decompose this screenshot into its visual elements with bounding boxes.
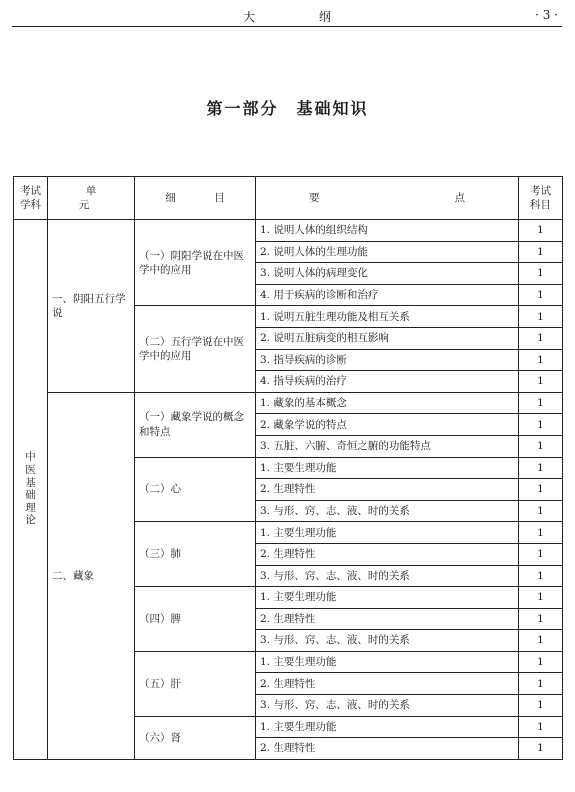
exam-code-cell: 1 — [519, 738, 563, 760]
exam-code-cell: 1 — [519, 565, 563, 587]
key-point-cell: 3. 与形、窍、志、液、时的关系 — [256, 565, 519, 587]
unit-cell: 二、藏象 — [48, 392, 135, 759]
header-title: 大 纲 — [242, 10, 357, 24]
detail-cell: （五）肝 — [135, 651, 256, 716]
key-point-cell: 1. 主要生理功能 — [256, 522, 519, 544]
col-header-detail: 细 目 — [135, 177, 256, 220]
exam-code-cell: 1 — [519, 543, 563, 565]
exam-code-cell: 1 — [519, 587, 563, 609]
detail-cell: （二）心 — [135, 457, 256, 522]
key-point-cell: 2. 生理特性 — [256, 673, 519, 695]
key-point-cell: 3. 说明人体的病理变化 — [256, 263, 519, 285]
exam-code-cell: 1 — [519, 695, 563, 717]
exam-code-cell: 1 — [519, 608, 563, 630]
detail-cell: （一）藏象学说的概念和特点 — [135, 392, 256, 457]
exam-code-cell: 1 — [519, 306, 563, 328]
key-point-cell: 2. 藏象学说的特点 — [256, 414, 519, 436]
exam-code-cell: 1 — [519, 392, 563, 414]
key-point-cell: 1. 说明五脏生理功能及相互关系 — [256, 306, 519, 328]
key-point-cell: 3. 与形、窍、志、液、时的关系 — [256, 630, 519, 652]
key-point-cell: 2. 生理特性 — [256, 608, 519, 630]
exam-code-cell: 1 — [519, 263, 563, 285]
key-point-cell: 1. 主要生理功能 — [256, 651, 519, 673]
detail-cell: （二）五行学说在中医学中的应用 — [135, 306, 256, 392]
key-point-cell: 1. 主要生理功能 — [256, 716, 519, 738]
table-row — [14, 392, 563, 414]
key-point-cell: 4. 指导疾病的治疗 — [256, 371, 519, 393]
running-header — [12, 6, 562, 27]
detail-cell: （六）肾 — [135, 716, 256, 759]
key-point-cell: 2. 生理特性 — [256, 543, 519, 565]
key-point-cell: 4. 用于疾病的诊断和治疗 — [256, 284, 519, 306]
key-point-cell: 2. 生理特性 — [256, 479, 519, 501]
subject-cell — [14, 220, 48, 760]
exam-code-cell: 1 — [519, 673, 563, 695]
col-header-unit: 单 元 — [48, 177, 135, 220]
exam-code-cell: 1 — [519, 651, 563, 673]
exam-code-cell: 1 — [519, 630, 563, 652]
key-point-cell: 1. 说明人体的组织结构 — [256, 220, 519, 242]
key-point-cell: 1. 主要生理功能 — [256, 457, 519, 479]
key-point-cell: 1. 主要生理功能 — [256, 587, 519, 609]
detail-cell: （三）肺 — [135, 522, 256, 587]
key-point-cell: 2. 说明五脏病变的相互影响 — [256, 327, 519, 349]
exam-code-cell: 1 — [519, 500, 563, 522]
exam-code-cell: 1 — [519, 716, 563, 738]
exam-code-cell: 1 — [519, 435, 563, 457]
exam-code-cell: 1 — [519, 241, 563, 263]
key-point-cell: 3. 与形、窍、志、液、时的关系 — [256, 695, 519, 717]
key-point-cell: 2. 说明人体的生理功能 — [256, 241, 519, 263]
col-header-key-points: 要 点 — [256, 177, 519, 220]
key-point-cell: 3. 与形、窍、志、液、时的关系 — [256, 500, 519, 522]
exam-code-cell: 1 — [519, 479, 563, 501]
key-point-cell: 1. 藏象的基本概念 — [256, 392, 519, 414]
key-point-cell: 2. 生理特性 — [256, 738, 519, 760]
detail-cell: （四）脾 — [135, 587, 256, 652]
key-point-cell: 3. 五脏、六腑、奇恒之腑的功能特点 — [256, 435, 519, 457]
page-number: · 3 · — [535, 8, 558, 22]
exam-code-cell: 1 — [519, 349, 563, 371]
unit-cell: 一、阴阳五行学说 — [48, 220, 135, 393]
exam-code-cell: 1 — [519, 220, 563, 242]
syllabus-table — [13, 176, 563, 760]
detail-cell: （一）阴阳学说在中医学中的应用 — [135, 220, 256, 306]
exam-code-cell: 1 — [519, 522, 563, 544]
part-title: 第一部分 基础知识 — [206, 99, 369, 118]
table-header-row — [14, 177, 563, 220]
subject-label: 中医基础理论 — [25, 451, 36, 527]
exam-code-cell: 1 — [519, 371, 563, 393]
exam-code-cell: 1 — [519, 414, 563, 436]
col-header-subject: 考试 学科 — [14, 177, 48, 220]
exam-code-cell: 1 — [519, 457, 563, 479]
table-row — [14, 220, 563, 242]
exam-code-cell: 1 — [519, 284, 563, 306]
exam-code-cell: 1 — [519, 327, 563, 349]
key-point-cell: 3. 指导疾病的诊断 — [256, 349, 519, 371]
col-header-exam-code: 考试 科目 — [519, 177, 563, 220]
